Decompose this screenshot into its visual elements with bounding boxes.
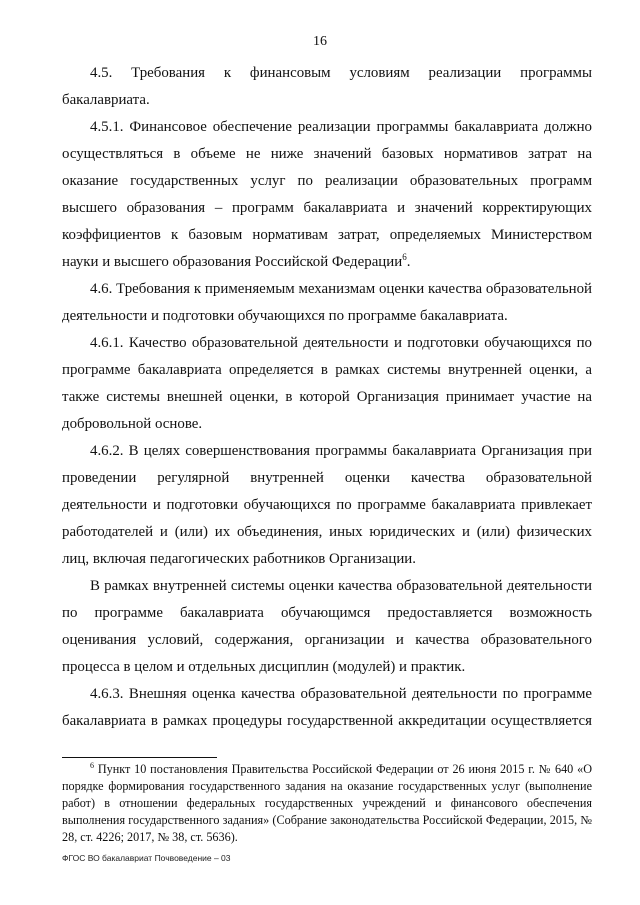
document-body (62, 60, 592, 735)
paragraph-4-5-1: 4.5.1. Финансовое обеспечение реализации программы бакалавриата должно осуществляться в объеме не ниже значений базовых нормативов затрат на оказание государственных услуг по реализации образовательных программ высшего образования – программ бакалавриата и значений корректирующих коэффициентов к базовым нормативам затрат, определяемых Министерством науки и высшего образования Российской Федерации$^6$. (62, 119, 592, 270)
paragraph-4-6-3: 4.6.3. Внешняя оценка качества образовательной деятельности по программе бакалавриата в рамках процедуры государственной аккредитации осуществляется (62, 686, 592, 729)
footnote (62, 761, 592, 846)
paragraph-4-6: 4.6. Требования к применяемым механизмам оценки качества образовательной деятельности и подготовки обучающихся по программе бакалавриата. (62, 281, 592, 324)
paragraph-internal-assessment: В рамках внутренней системы оценки качества образовательной деятельности по программе бакалавриата обучающимся предоставляется возможность оценивания условий, содержания, организации и качества образовательного процесса в целом и отдельных дисциплин (модулей) и практик. (62, 578, 592, 675)
footnote-marker: 6 (90, 760, 94, 770)
paragraph-4-5: 4.5. Требования к финансовым условиям реализации программы бакалавриата. (62, 65, 592, 108)
paragraph-4-6-1: 4.6.1. Качество образовательной деятельности и подготовки обучающихся по программе бакалавриата определяется в рамках системы внутренней оценки, а также системы внешней оценки, в которой Организация принимает участие на добровольной основе. (62, 335, 592, 432)
document-footer: ФГОС ВО бакалавриат Почвоведение – 03 (62, 853, 231, 863)
footnote-text: Пункт 10 постановления Правительства Российской Федерации от 26 июня 2015 г. № 640 «О порядке формирования государственного задания на оказание государственных услуг (выполнение работ) в отношении федеральных государственных учреждений и финансового обеспечения выполнения государственного задания» (Собрание законодательства Российской Федерации, 2015, № 28, ст. 4226; 2017, № 38, ст. 5636). (62, 762, 592, 844)
footnote-ref[interactable]: 6 (402, 252, 407, 263)
page-number: 16 (313, 34, 327, 49)
paragraph-4-6-2: 4.6.2. В целях совершенствования программы бакалавриата Организация при проведении регулярной внутренней оценки качества образовательной деятельности и подготовки обучающихся по программе бакалавриата привлекает работодателей и (или) их объединения, иных юридических и (или) физических лиц, включая педагогических работников Организации. (62, 443, 592, 567)
footnote-divider (62, 757, 217, 758)
